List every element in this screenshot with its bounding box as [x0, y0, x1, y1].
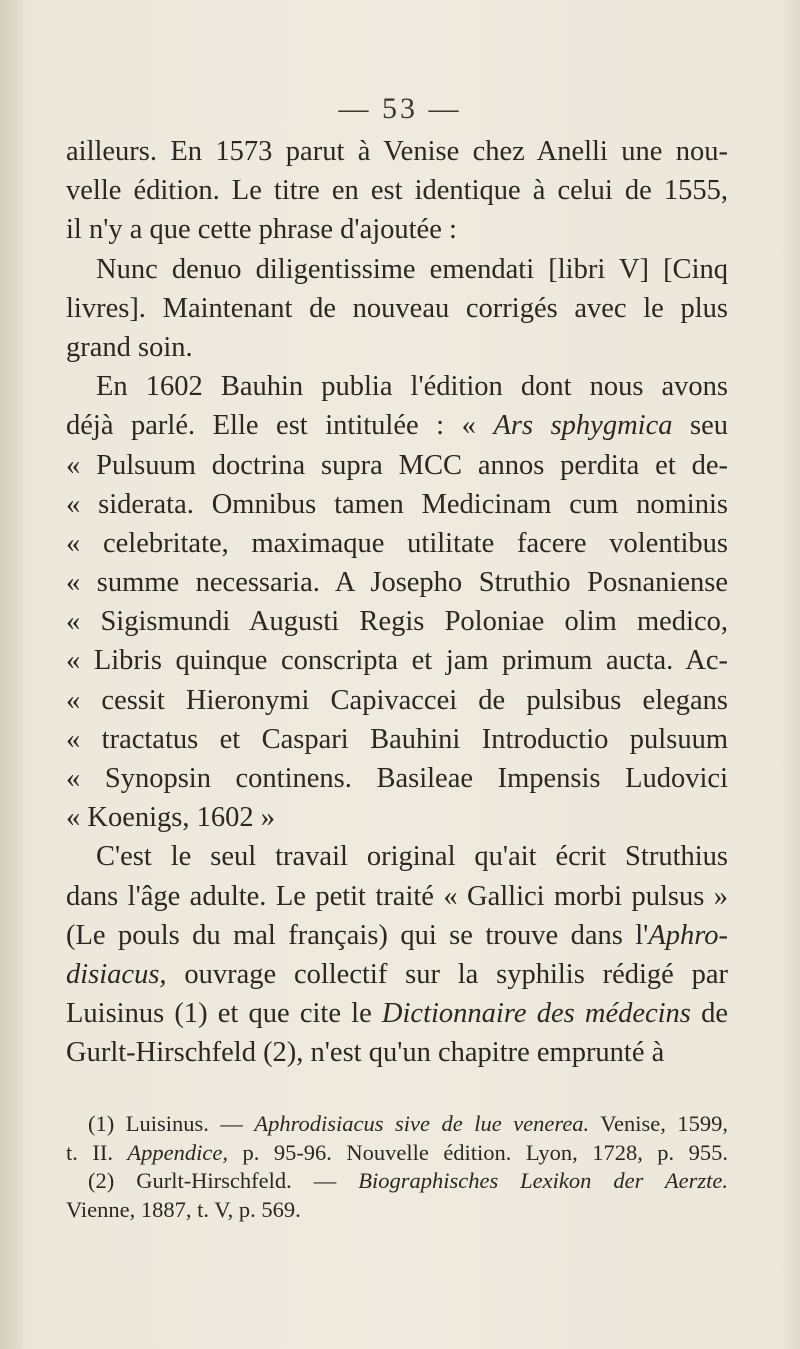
quote-line: « celebritate, maximaque utilitate facere volentibus	[66, 527, 728, 559]
title-italic: Aphro-	[648, 919, 728, 951]
quote-line: « Pulsuum doctrina supra MCC annos perdita et de-	[66, 449, 728, 481]
text-segment: Luisinus (1) et que cite le	[66, 998, 372, 1030]
footnote-title: Biographisches Lexikon der Aerzte.	[358, 1168, 728, 1193]
footnote-1-cont	[66, 1139, 728, 1168]
quote-line: « cessit Hieronymi Capivaccei de pulsibus elegans	[66, 684, 728, 716]
text-line: velle édition. Le titre en est identique à celui de 1555,	[66, 175, 728, 207]
text-segment: déjà parlé. Elle est intitulée : «	[66, 410, 476, 442]
text-line: dans l'âge adulte. Le petit traité « Gallici morbi pulsus »	[66, 880, 728, 912]
footnote-title: Aphrodisiacus sive de lue venerea.	[254, 1111, 590, 1136]
quote-line: « tractatus et Caspari Bauhini Introductio pulsuum	[66, 723, 728, 755]
text-segment: ouvrage collectif sur la syphilis rédigé par	[184, 958, 728, 990]
text-line	[66, 955, 728, 994]
text-line: Gurlt-Hirschfeld (2), n'est qu'un chapitre emprunté à	[66, 1037, 665, 1069]
title-italic: Ars sphygmica	[493, 410, 673, 442]
footnote-2	[66, 1167, 728, 1196]
text-line	[66, 994, 728, 1033]
footnotes	[66, 1110, 728, 1224]
text-segment: de	[701, 998, 728, 1030]
text-line: En 1602 Bauhin publia l'édition dont nous avons	[96, 371, 728, 403]
quote-line: « Koenigs, 1602 »	[66, 802, 275, 834]
title-italic: disiacus,	[66, 958, 167, 990]
text-line: il n'y a que cette phrase d'ajoutée :	[66, 214, 457, 246]
footnote-text: (1) Luisinus. —	[88, 1111, 243, 1136]
text-line: livres]. Maintenant de nouveau corrigés avec le plus	[66, 292, 728, 324]
text-line: grand soin.	[66, 331, 193, 363]
text-line	[66, 916, 728, 955]
footnote-title: Appendice,	[127, 1139, 229, 1165]
body-text	[66, 132, 728, 1073]
page-number: — 53 —	[338, 92, 462, 125]
text-segment: seu	[690, 410, 728, 442]
text-line: Nunc denuo diligentissime emendati [libri V] [Cinq	[96, 253, 728, 285]
footnote-1	[66, 1110, 728, 1139]
footnote-text: p. 95-96. Nouvelle édition. Lyon, 1728, p. 955.	[242, 1139, 728, 1165]
text-segment: (Le pouls du mal français) qui se trouve dans l'	[66, 919, 649, 951]
text-line	[66, 406, 728, 445]
text-line: C'est le seul travail original qu'ait écrit Struthius	[96, 841, 728, 873]
quote-line: « Sigismundi Augusti Regis Poloniae olim medico,	[66, 606, 728, 638]
footnote-text: (2) Gurlt-Hirschfeld. —	[88, 1168, 337, 1193]
text-line: ailleurs. En 1573 parut à Venise chez Anelli une nou-	[66, 136, 728, 167]
quote-line: « Libris quinque conscripta et jam primum aucta. Ac-	[66, 645, 728, 677]
footnote-text: Venise, 1599,	[600, 1111, 728, 1136]
quote-line: « Synopsin continens. Basileae Impensis Ludovici	[66, 763, 728, 794]
footnote-text: t. II.	[66, 1139, 113, 1165]
page-spine-shadow	[0, 0, 22, 1349]
quote-line: « siderata. Omnibus tamen Medicinam cum nominis	[66, 488, 728, 520]
quote-line: « summe necessaria. A Josepho Struthio Posnaniense	[66, 567, 728, 599]
title-italic: Dictionnaire des médecins	[381, 998, 691, 1030]
footnote-2-cont: Vienne, 1887, t. V, p. 569.	[66, 1196, 301, 1222]
